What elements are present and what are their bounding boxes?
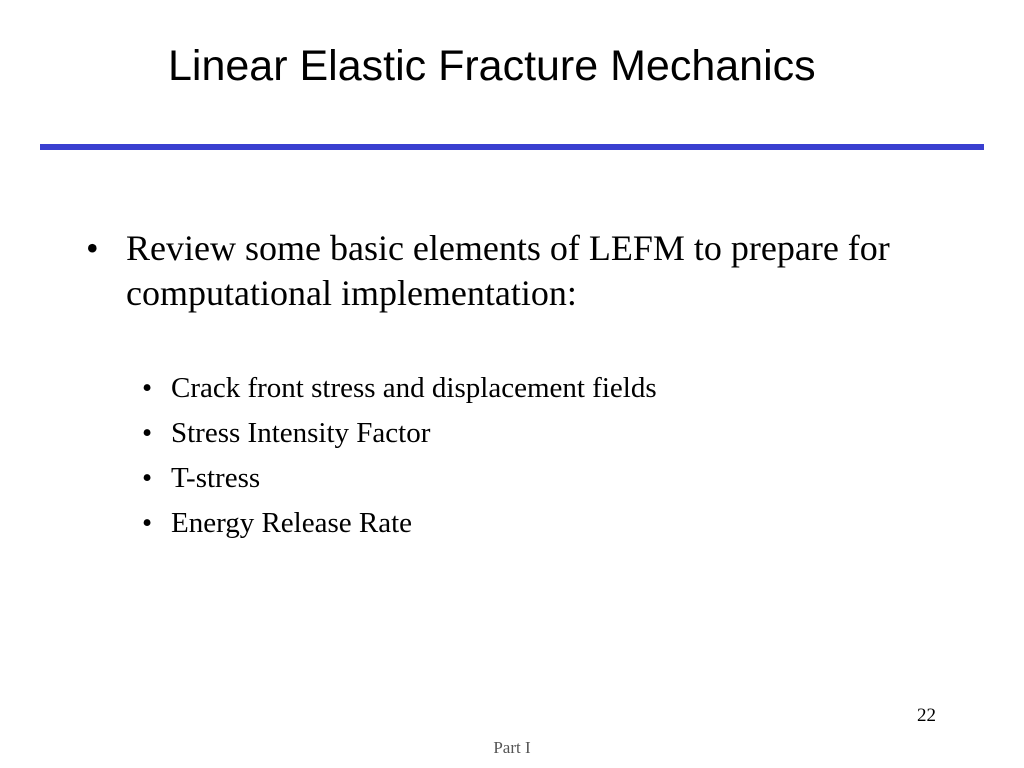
- bullet-icon: •: [142, 417, 153, 449]
- sub-bullet-item: [142, 501, 902, 546]
- sub-bullet-text: Crack front stress and displacement fields: [171, 372, 657, 404]
- sub-bullet-item: [142, 366, 902, 411]
- bullet-icon: •: [86, 228, 99, 268]
- page-number: 22: [917, 705, 936, 726]
- bullet-icon: •: [142, 507, 153, 539]
- bullet-icon: •: [142, 372, 153, 404]
- title-divider: [40, 144, 984, 150]
- sub-bullet-text: Energy Release Rate: [171, 507, 413, 539]
- main-bullet-list: [86, 226, 946, 316]
- sub-bullet-text: Stress Intensity Factor: [171, 417, 431, 449]
- bullet-icon: •: [142, 462, 153, 494]
- sub-bullet-text: T-stress: [171, 462, 261, 494]
- sub-bullet-list: [142, 366, 902, 546]
- footer-label: Part I: [493, 738, 531, 757]
- slide-title: Linear Elastic Fracture Mechanics: [168, 42, 816, 90]
- sub-bullet-item: [142, 411, 902, 456]
- main-bullet-item: [86, 226, 946, 316]
- sub-bullet-item: [142, 456, 902, 501]
- main-bullet-text: Review some basic elements of LEFM to prepare for computational implementation:: [126, 228, 890, 313]
